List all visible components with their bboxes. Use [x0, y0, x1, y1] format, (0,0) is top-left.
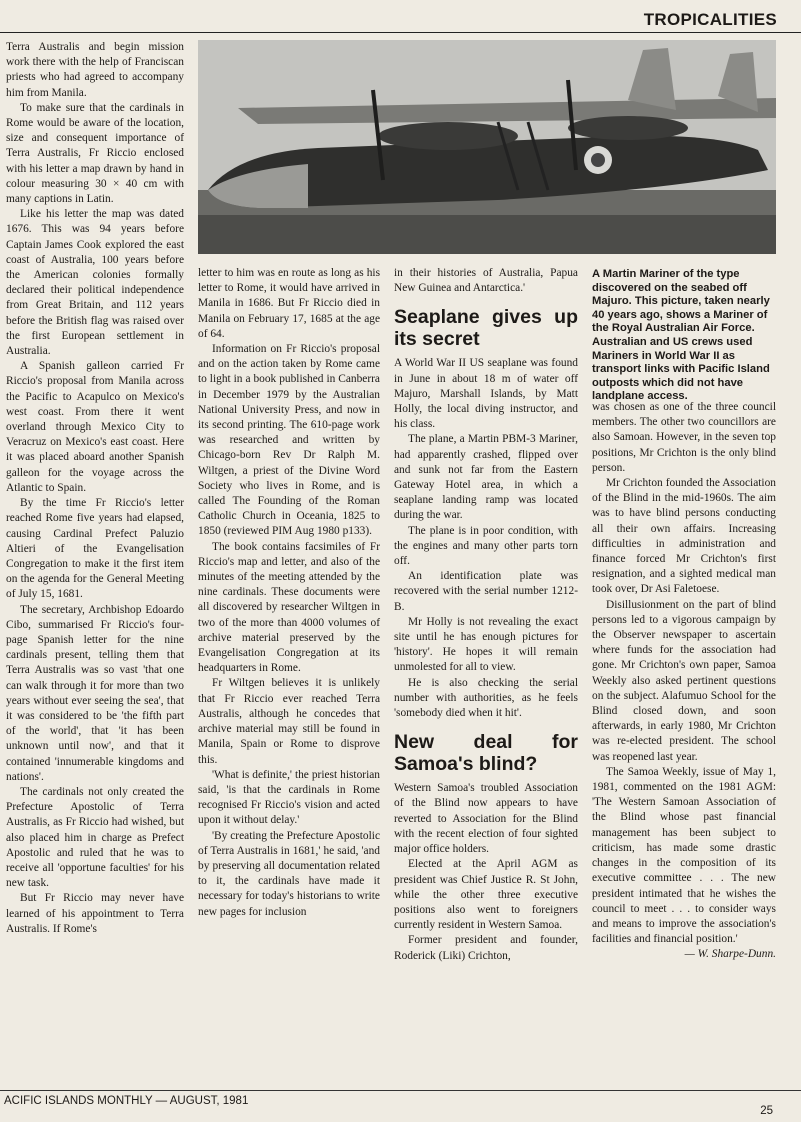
paragraph: in their histories of Australia, Papua New Guinea and Antarctica.'	[394, 267, 578, 295]
paragraph: Mr Crichton founded the Association of the Blind in the mid-1960s. The aim was to have blind persons conducting all their own affairs. Increasing difficulties in administration and finance forced Mr Crichton's first resignation, and a sighted medical man took over, Dr Asi Faletoese.	[592, 477, 776, 596]
paragraph: The Samoa Weekly, issue of May 1, 1981, commented on the 1981 AGM: 'The Western Samoan Association of the Blind whose past financial management has been subject to criticism, has made some drastic changes in the composition of its executive committee . . . The new president intimated that he wishes the council to meet . . . to consider ways and means to improve the association's facilities and financial position.'	[592, 765, 776, 946]
article-column-2	[198, 266, 380, 920]
footer-rule	[0, 1090, 801, 1091]
paragraph: 'By creating the Prefecture Apostolic of Terra Australis in 1681,' he said, 'and by preserving all documentation related to it, the cardinals have made it necessary for today's historians to write new pages for inclusion	[198, 829, 380, 918]
paragraph: A Spanish galleon carried Fr Riccio's proposal from Manila across the Pacific to Acapulco on Mexico's west coast. From there it went overland through Mexico City to Veracruz on Mexico's east coast. Here it was placed aboard another Spanish galleon for the voyage across the Atlantic to Spain.	[6, 360, 184, 494]
article-column-4	[592, 400, 776, 963]
seaplane-photo	[198, 40, 776, 254]
paragraph: Like his letter the map was dated 1676. This was 94 years before Captain James Cook explored the east coast of Australia, 100 years before the American colonies formally declared their political independence from Great Britain, and 112 years before the British flag was raised over the first European settlement in Australia.	[6, 208, 184, 358]
paragraph: Elected at the April AGM as president was Chief Justice R. St John, while the other three executive positions also went to foreigners currently resident in Western Samoa.	[394, 858, 578, 932]
paragraph: Former president and founder, Roderick (Liki) Crichton,	[394, 934, 578, 962]
paragraph: letter to him was en route as long as his letter to Rome, it would have arrived in Manila in 1686. But Fr Riccio died in Manila on February 17, 1685 at the age of 64.	[198, 267, 380, 340]
seaplane-illustration	[198, 40, 776, 254]
seaplane-headline: Seaplane gives up its secret	[394, 306, 578, 351]
paragraph: By the time Fr Riccio's letter reached Rome five years had elapsed, causing Cardinal Prefect Paluzio Altieri of the Evangelisation Congregation to make it the first item on the agenda for the General Meeting of July 15, 1681.	[6, 497, 184, 601]
paragraph: To make sure that the cardinals in Rome would be aware of the location, size and consequent importance of Terra Australis, Fr Riccio enclosed with his letter a map drawn by hand in colour measuring 30 × 40 cm with many captions in Latin.	[6, 101, 184, 206]
paragraph: The plane, a Martin PBM-3 Mariner, had apparently crashed, flipped over and sunk not far from the Eastern Gateway Hotel area, in which a seaplane landing ramp was located during the war.	[394, 433, 578, 522]
paragraph: Mr Holly is not revealing the exact site until he has enough pictures for 'history'. He hopes it will remain unmolested for all to view.	[394, 615, 578, 674]
paragraph: The cardinals not only created the Prefecture Apostolic of Terra Australis, as Fr Riccio had wished, but also placed him in charge as Prefect Apostolic and ruled that he was to receive all 'opportune faculties' for his new task.	[6, 785, 184, 890]
header-rule	[0, 32, 801, 33]
paragraph: Fr Wiltgen believes it is unlikely that Fr Riccio ever reached Terra Australis, although he concedes that archive material may still be found in Manila, Spain or Rome to disprove this.	[198, 677, 380, 766]
paragraph: The book contains facsimiles of Fr Riccio's map and letter, and also of the minutes of the meeting attended by the nine cardinals. These documents were all discovered by researcher Wiltgen in two of the more than 4000 volumes of archive material preserved by the Evangelisation Congregation at its headquarters in Rome.	[198, 540, 380, 675]
section-title: TROPICALITIES	[643, 10, 777, 29]
paragraph: Western Samoa's troubled Association of the Blind now appears to have reverted to Association for the Blind with the recent election of four sighted major office holders.	[394, 782, 578, 856]
paragraph: The secretary, Archbishop Edoardo Cibo, summarised Fr Riccio's four-page Spanish letter for the nine cardinals present, telling them that Terra Australis was so vast 'that one can walk through it for more than two years without ever seeing the sea', that it was considered to be 'the fifth part of the world', that 'it has been unknown until now', and that it contained 'innumerable kingdoms and nations'.	[6, 603, 184, 783]
photo-caption: A Martin Mariner of the type discovered on the seabed off Majuro. This picture, taken nearly 40 years ago, shows a Mariner of the Royal Australian Air Force. Australian and US crews used Mariners in World War II as transport links with Pacific Island outposts which did not have landplane access.	[592, 268, 770, 403]
paragraph: 'What is definite,' the priest historian said, 'is that the cardinals in Rome recognised Fr Riccio's vision and acted upon it without delay.'	[198, 768, 380, 827]
page-number: 25	[760, 1105, 773, 1117]
publication-footer: ACIFIC ISLANDS MONTHLY — AUGUST, 1981	[4, 1095, 249, 1107]
byline: — W. Sharpe-Dunn.	[684, 948, 776, 961]
article-column-3	[394, 266, 578, 964]
paragraph: Disillusionment on the part of blind persons led to a vigorous campaign by the Observer newspaper to ascertain where funds for the association had gone. Mr Crichton's own paper, Samoa Weekly also asked pertinent questions on the subject. Alafumuo School for the Blind closed down, and soon afterwards, in early 1980, Mr Crichton was re-elected president. The school was reopened last year.	[592, 598, 776, 763]
article-column-1	[6, 40, 184, 937]
paragraph: But Fr Riccio may never have learned of his appointment to Terra Australis. If Rome's	[6, 892, 184, 935]
paragraph: Terra Australis and begin mission work there with the help of Franciscan priests who had agreed to accompany him from Manila.	[6, 41, 184, 99]
samoa-headline: New deal for Samoa's blind?	[394, 731, 578, 776]
paragraph: was chosen as one of the three council members. The other two councillors are also Samoan. However, in the seven top positions, Mr Crichton is the only blind person.	[592, 401, 776, 474]
paragraph: Information on Fr Riccio's proposal and on the action taken by Rome came to light in a book published in Canberra in December 1979 by the Australian National University Press, and now in its second printing. The 610-page work was researched and written by Chicago-born Rev Dr Ralph M. Wiltgen, a priest of the Divine Word Society who lives in Rome, and is called The Founding of the Roman Catholic Church in Oceania, 1825 to 1850 (reviewed PIM Aug 1980 p133).	[198, 343, 380, 538]
paragraph: He is also checking the serial number with authorities, as he feels 'somebody died when it hit'.	[394, 676, 578, 720]
paragraph: The plane is in poor condition, with the engines and many other parts torn off.	[394, 524, 578, 568]
paragraph: An identification plate was recovered with the serial number 1212-B.	[394, 570, 578, 613]
paragraph: A World War II US seaplane was found in June in about 18 m of water off Majuro, Marshall Islands, by Matt Holly, the local diving instructor, and his class.	[394, 357, 578, 431]
